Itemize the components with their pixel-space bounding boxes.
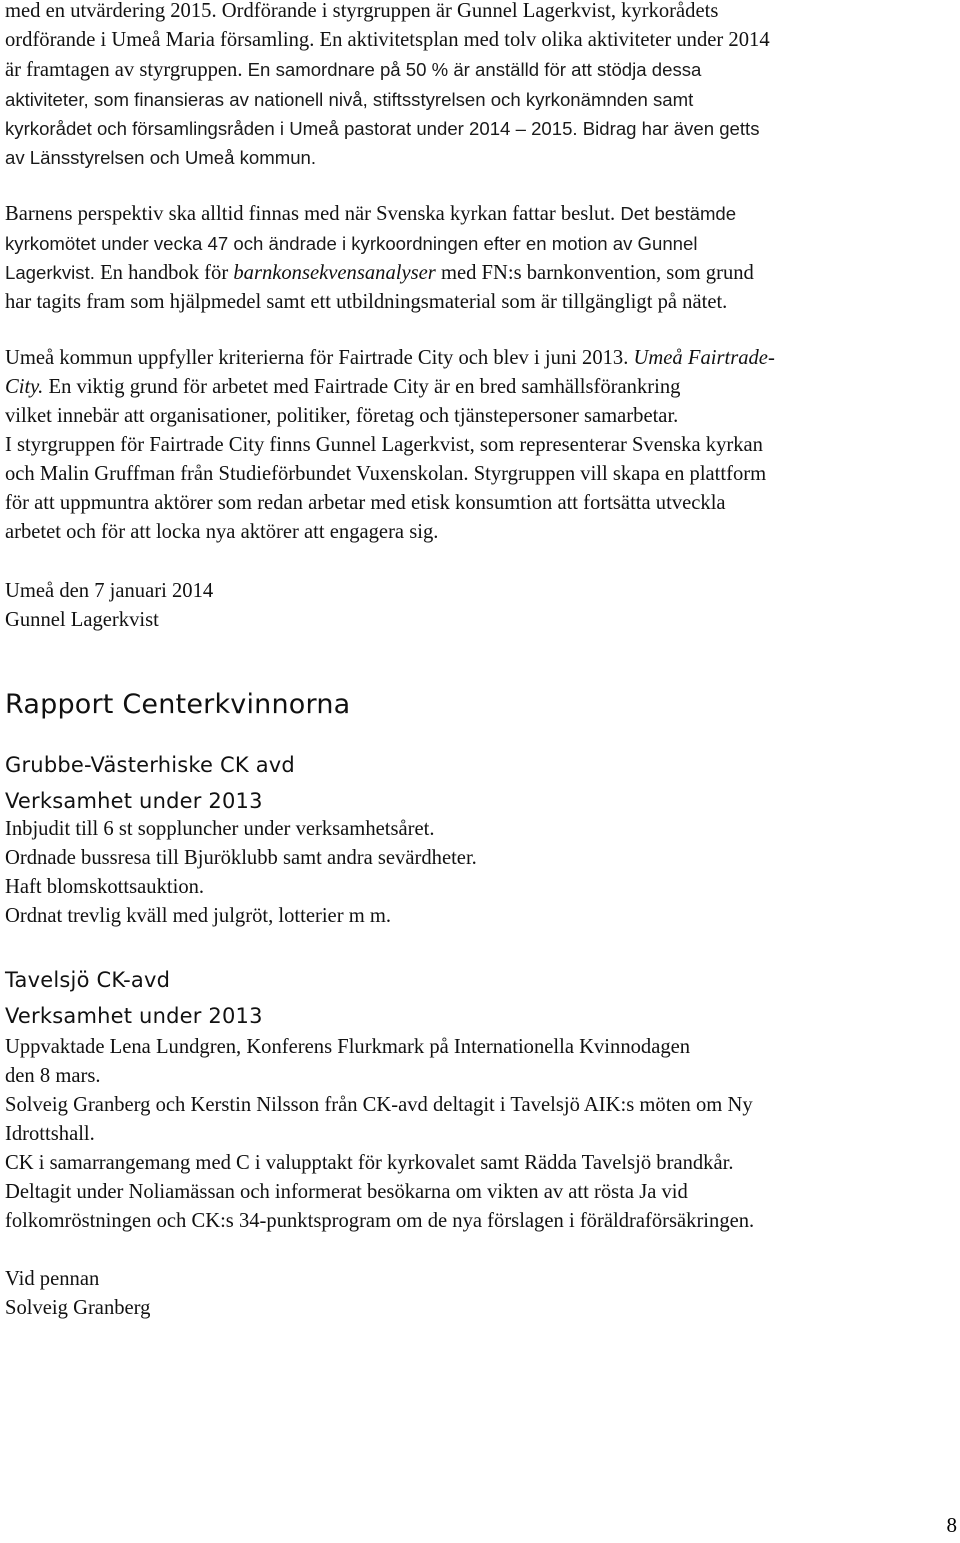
list-item: Haft blomskottsauktion.	[5, 876, 205, 898]
text-line: vilket innebär att organisationer, politiker, företag och tjänstepersoner samarbetar.	[5, 405, 679, 427]
text-line: aktiviteter, som finansieras av nationell nivå, stiftsstyrelsen och kyrkonämnden samt	[5, 89, 694, 110]
text-line: Idrottshall.	[5, 1123, 95, 1145]
activity-list-grubbe	[5, 815, 477, 931]
section-heading-grubbe: Grubbe-Västerhiske CK avd	[5, 753, 295, 777]
paragraph-styrgrupp	[5, 0, 770, 172]
text-line: har tagits fram som hjälpmedel samt ett utbildningsmaterial som är tillgängligt på nätet.	[5, 291, 728, 313]
signature-closing: Vid pennan	[5, 1268, 100, 1290]
text-line: arbetet och för att locka nya aktörer att engagera sig.	[5, 521, 439, 543]
section-heading-tavelsjo: Tavelsjö CK-avd	[5, 968, 171, 992]
text-line: City. En viktig grund för arbetet med Fairtrade City är en bred samhällsförankring	[5, 376, 681, 398]
list-item: Ordnade bussresa till Bjuröklubb samt andra sevärdheter.	[5, 847, 477, 869]
signature-name: Gunnel Lagerkvist	[5, 609, 159, 631]
text-line: är framtagen av styrgruppen. En samordnare på 50 % är anställd för att stödja dessa	[5, 59, 702, 81]
text-line: Barnens perspektiv ska alltid finnas med när Svenska kyrkan fattar beslut. Det bestämde	[5, 203, 737, 225]
signature-block	[5, 577, 213, 635]
text-line: kyrkomötet under vecka 47 och ändrade i kyrkoordningen efter en motion av Gunnel	[5, 233, 698, 254]
text-line: och Malin Gruffman från Studieförbundet Vuxenskolan. Styrgruppen vill skapa en plattform	[5, 463, 767, 485]
report-title: Rapport Centerkvinnorna	[5, 689, 351, 720]
page-number: 8	[946, 1513, 957, 1537]
signature-place-date: Umeå den 7 januari 2014	[5, 580, 214, 602]
text-line: Lagerkvist. En handbok för barnkonsekvensanalyser med FN:s barnkonvention, som grund	[5, 262, 754, 284]
paragraph-barnperspektiv	[5, 199, 754, 317]
text-line: CK i samarrangemang med C i valupptakt för kyrkovalet samt Rädda Tavelsjö brandkår.	[5, 1152, 734, 1174]
text-line: folkomröstningen och CK:s 34-punktsprogram om de nya förslagen i föräldraförsäkringen.	[5, 1210, 755, 1232]
list-item: Ordnat trevlig kväll med julgröt, lotterier m m.	[5, 905, 392, 927]
section-subheading: Verksamhet under 2013	[5, 1004, 263, 1028]
activity-list-tavelsjo	[5, 1033, 754, 1236]
text-line: Deltagit under Noliamässan och informerat besökarna om vikten av att rösta Ja vid	[5, 1181, 688, 1203]
section-subheading: Verksamhet under 2013	[5, 789, 263, 813]
signature-name: Solveig Granberg	[5, 1297, 151, 1319]
text-line: den 8 mars.	[5, 1065, 101, 1087]
signature-block	[5, 1265, 150, 1323]
text-line: för att uppmuntra aktörer som redan arbetar med etisk konsumtion att fortsätta utveckla	[5, 492, 726, 514]
list-item: Inbjudit till 6 st soppluncher under verksamhetsåret.	[5, 818, 435, 840]
text-line: ordförande i Umeå Maria församling. En aktivitetsplan med tolv olika aktiviteter under 2014	[5, 29, 770, 51]
text-line: kyrkorådet och församlingsråden i Umeå pastorat under 2014 – 2015. Bidrag har även getts	[5, 118, 760, 139]
text-line: I styrgruppen för Fairtrade City finns Gunnel Lagerkvist, som representerar Svenska kyrkan	[5, 434, 763, 456]
text-line: Umeå kommun uppfyller kriterierna för Fairtrade City och blev i juni 2013. Umeå Fairtrade-	[5, 347, 775, 369]
text-line: Uppvaktade Lena Lundgren, Konferens Flurkmark på Internationella Kvinnodagen	[5, 1036, 691, 1058]
text-line: Solveig Granberg och Kerstin Nilsson från CK-avd deltagit i Tavelsjö AIK:s möten om Ny	[5, 1094, 753, 1116]
paragraph-fairtrade	[5, 344, 775, 547]
text-line: av Länsstyrelsen och Umeå kommun.	[5, 147, 317, 168]
text-line: med en utvärdering 2015. Ordförande i styrgruppen är Gunnel Lagerkvist, kyrkorådets	[5, 0, 719, 22]
